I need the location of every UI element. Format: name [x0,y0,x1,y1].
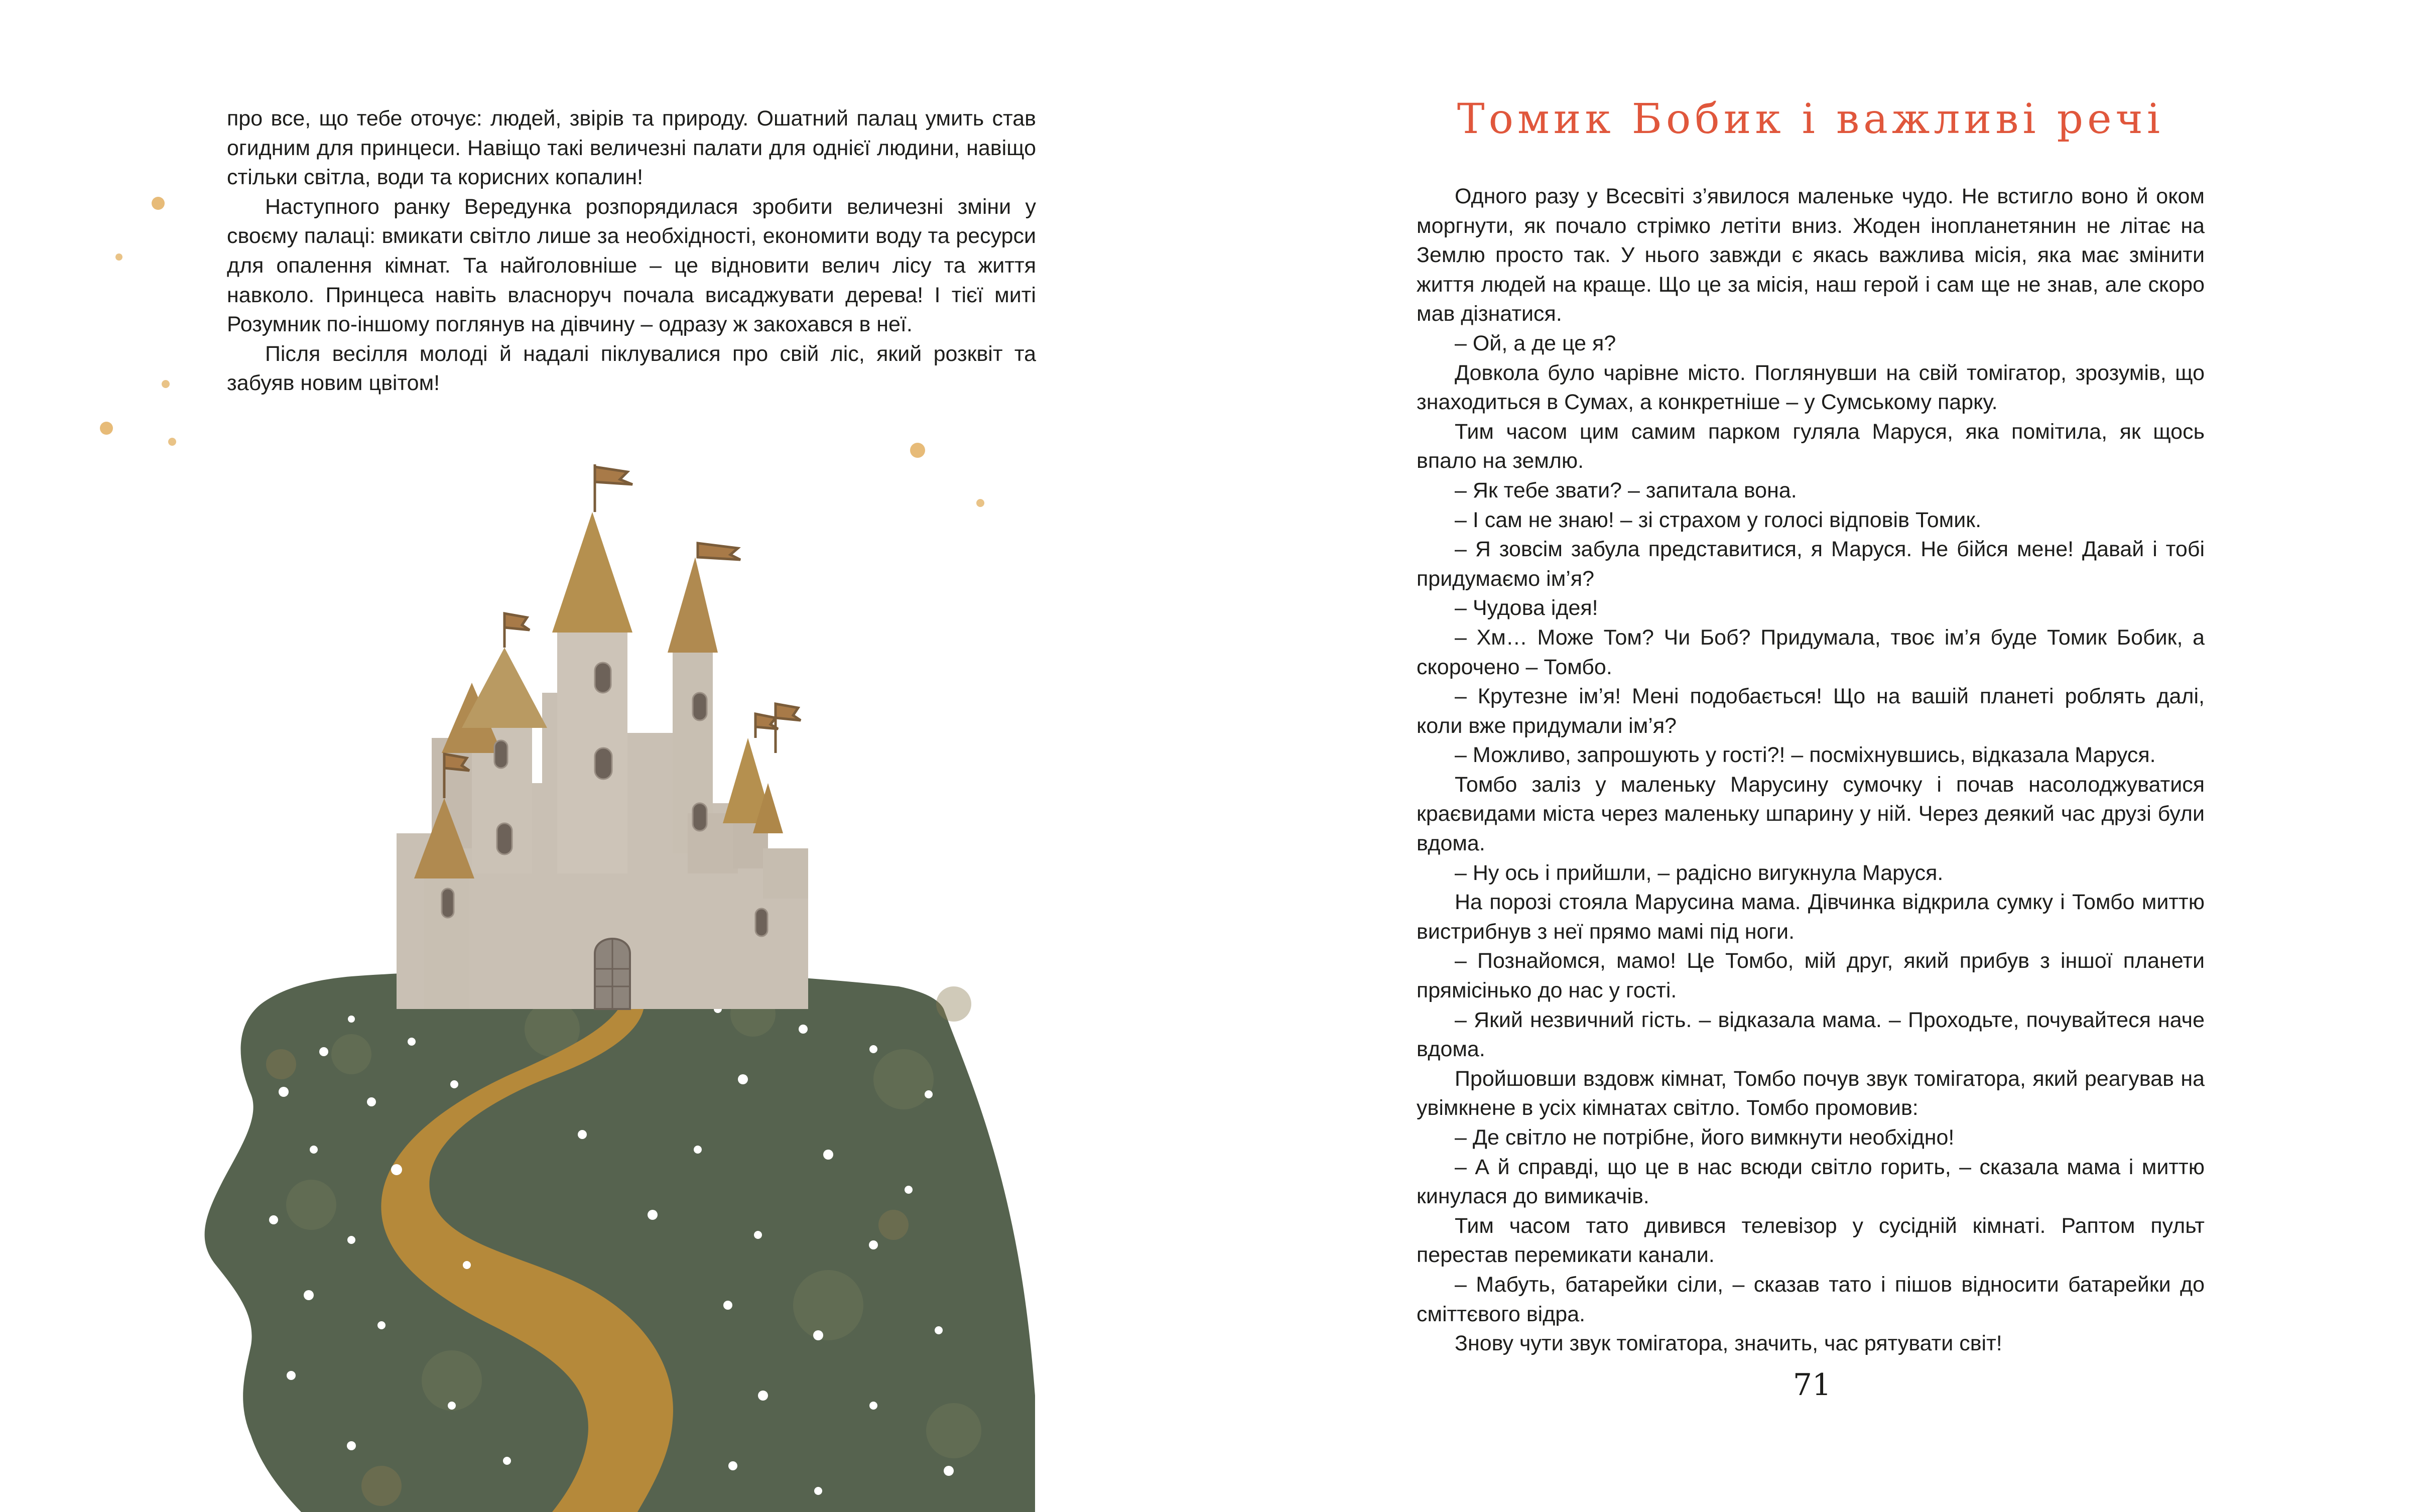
right-paragraph: – Як тебе звати? – запитала вона. [1455,478,1797,502]
right-paragraph: На порозі стояла Марусина мама. Дівчинка відкрила сумку і Томбо миттю вистрибнув з неї прямо мамі під ноги. [1417,890,2205,944]
castle [397,464,808,1009]
right-paragraph: – Познайомся, мамо! Це Томбо, мій друг, який прибув з іншої планети прямісінько до нас у гості. [1417,949,2205,1003]
right-paragraph: Одного разу у Всесвіті з’явилося маленьке чудо. Не встигло воно й оком моргнути, як почало стрімко летіти вниз. Жоден інопланетянин не літає на Землю просто так. У нього завжди є якась важлива місія, яка має змінити життя людей на краще. Що це за місія, наш герой і сам ще не знав, але скоро мав дізнатися. [1417,184,2205,326]
left-page-text [227,104,1036,398]
page-number: 71 [1793,1367,1832,1403]
right-paragraph: Знову чути звук томігатора, значить, час рятувати світ! [1455,1331,2002,1356]
right-paragraph: – Хм… Може Том? Чи Боб? Придумала, твоє ім’я буде Томик Бобик, а скорочено – Томбо. [1417,625,2205,679]
right-paragraph: Томбо заліз у маленьку Марусину сумочку і почав насолоджуватися краєвидами міста через маленьку шпарину у ній. Через деякий час друзі були вдома. [1417,772,2205,856]
right-paragraph: – І сам не знаю! – зі страхом у голосі відповів Томик. [1455,508,1982,532]
right-paragraph: – Чудова ідея! [1455,596,1598,620]
right-paragraph: – Я зовсім забула представитися, я Маруся. Не бійся мене! Давай і тобі придумаємо ім’я? [1417,537,2205,591]
right-paragraph: Тим часом тато дивився телевізор у сусідній кімнаті. Раптом пульт перестав перемикати канали. [1417,1213,2205,1268]
right-paragraph: – Ну ось і прийшли, – радісно вигукнула Маруся. [1455,860,1944,885]
right-paragraph: – Крутезне ім’я! Мені подобається! Що на вашій планеті роблять далі, коли вже придумали ім’я? [1417,684,2205,738]
right-paragraph: Тим часом цим самим парком гуляла Маруся, яка помітила, як щось впало на землю. [1417,419,2205,473]
left-paragraph-2: Наступного ранку Вередунка розпорядилася зробити величезні зміни у своєму палаці: вмикати світло лише за необхідності, економити воду та ресурси для опалення кімнат. Та найголовніше – це відновити велич лісу та життя навколо. Принцеса навіть власноруч почала висаджувати дерева! І тієї миті Розумник по-іншому поглянув на дівчину – одразу ж закохався в неї. [227,194,1036,337]
left-paragraph-3: Після весілля молоді й надалі піклувалися про свій ліс, який розквіт та забуяв новим цвітом! [227,341,1036,396]
left-paragraph-1: про все, що тебе оточує: людей, звірів та природу. Ошатний палац умить став огидним для принцеси. Навіщо такі величезні палати для однієї людини, навіщо стільки світла, води та корисних копалин! [227,106,1036,190]
right-paragraph: – Який незвичний гість. – відказала мама. – Проходьте, почувайтеся наче вдома. [1417,1007,2205,1062]
right-paragraph: – Можливо, запрошують у гості?! – посміхнувшись, відказала Маруся. [1455,743,2156,768]
right-page-text [1417,182,2205,1358]
right-paragraph: – А й справді, що це в нас всюди світло горить, – сказала мама і миттю кинулася до вимикачів. [1417,1155,2205,1209]
right-paragraph: – Мабуть, батарейки сіли, – сказав тато і пішов відносити батарейки до сміттєвого відра. [1417,1272,2205,1326]
left-page [0,0,1215,1512]
story-title: Томик Бобик і важливі речі [1457,95,2164,143]
right-paragraph: Довкола було чарівне місто. Поглянувши на свій томігатор, зрозумів, що знаходиться в Сумах, а конкретніше – у Сумському парку. [1417,360,2205,415]
right-paragraph: – Де світло не потрібне, його вимкнути необхідно! [1455,1125,1955,1150]
right-paragraph: – Ой, а де це я? [1455,331,1616,355]
right-paragraph: Пройшовши вздовж кімнат, Томбо почув звук томігатора, який реагував на увімкнене в усіх кімнатах світло. Томбо промовив: [1417,1066,2205,1120]
